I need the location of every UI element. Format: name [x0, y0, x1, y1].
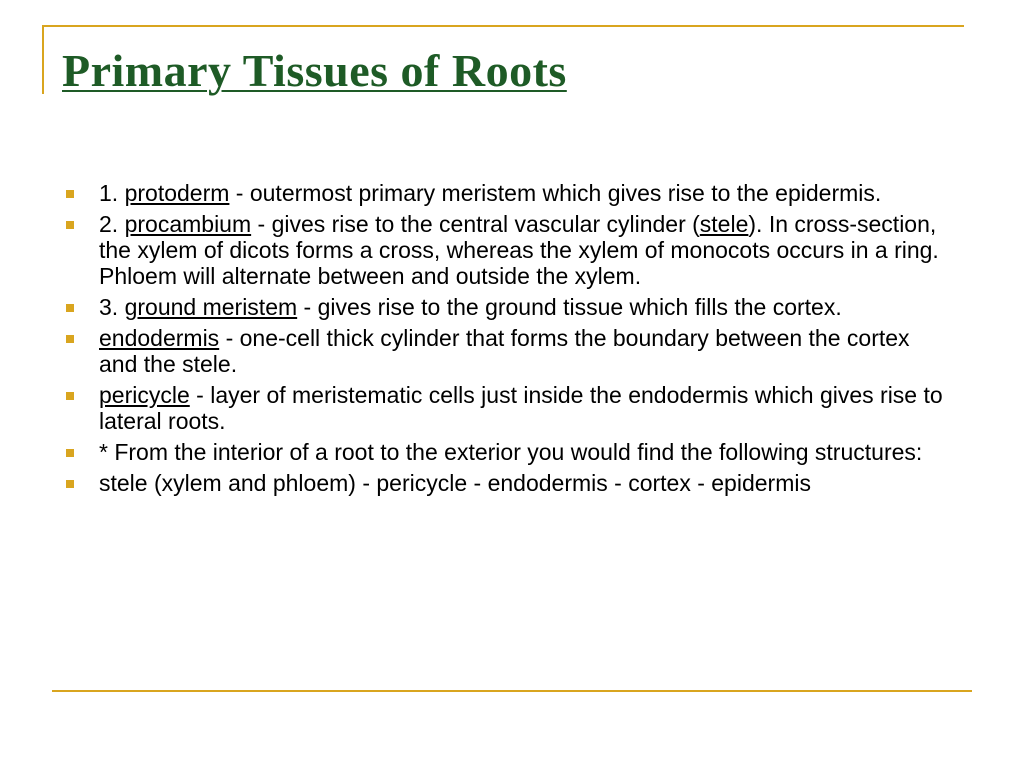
bullet-text: * From the interior of a root to the exterior you would find the following structures:	[99, 439, 923, 465]
bullet-text: stele (xylem and phloem) - pericycle - endodermis - cortex - epidermis	[99, 470, 811, 496]
term-pericycle: pericycle	[99, 382, 190, 408]
square-bullet-icon	[66, 480, 74, 488]
left-rule	[42, 25, 44, 94]
bullet-list	[62, 180, 952, 501]
term-procambium: procambium	[124, 211, 252, 237]
square-bullet-icon	[66, 335, 74, 343]
square-bullet-icon	[66, 190, 74, 198]
square-bullet-icon	[66, 449, 74, 457]
bullet-prefix: 3.	[99, 294, 125, 320]
square-bullet-icon	[66, 304, 74, 312]
bullet-item-protoderm	[62, 180, 952, 206]
bullet-item-procambium	[62, 211, 952, 289]
top-rule	[42, 25, 964, 27]
bullet-prefix: 2.	[99, 211, 125, 237]
term-stele: stele	[699, 211, 749, 237]
bullet-text: - one-cell thick cylinder that forms the boundary between the cortex and the stele.	[99, 325, 910, 377]
bullet-item-pericycle	[62, 382, 952, 434]
bullet-item-sequence	[62, 470, 952, 496]
bullet-text: - gives rise to the central vascular cylinder (	[251, 211, 700, 237]
slide-title: Primary Tissues of Roots	[62, 45, 567, 96]
bullet-text: - layer of meristematic cells just inside the endodermis which gives rise to lateral roots.	[99, 382, 943, 434]
term-protoderm: protoderm	[124, 180, 230, 206]
square-bullet-icon	[66, 392, 74, 400]
term-ground-meristem: ground meristem	[124, 294, 298, 320]
bottom-rule	[52, 690, 972, 692]
bullet-prefix: 1.	[99, 180, 125, 206]
bullet-item-note	[62, 439, 952, 465]
bullet-text: - gives rise to the ground tissue which fills the cortex.	[297, 294, 842, 320]
bullet-text-continued: ). In cross-section, the xylem of dicots forms a cross, whereas the xylem of monocots occurs in a ring. Phloem will alternate between and outside the xylem.	[99, 211, 939, 289]
bullet-item-ground-meristem	[62, 294, 952, 320]
bullet-text: - outermost primary meristem which gives rise to the epidermis.	[229, 180, 882, 206]
term-endodermis: endodermis	[99, 325, 220, 351]
square-bullet-icon	[66, 221, 74, 229]
bullet-item-endodermis	[62, 325, 952, 377]
